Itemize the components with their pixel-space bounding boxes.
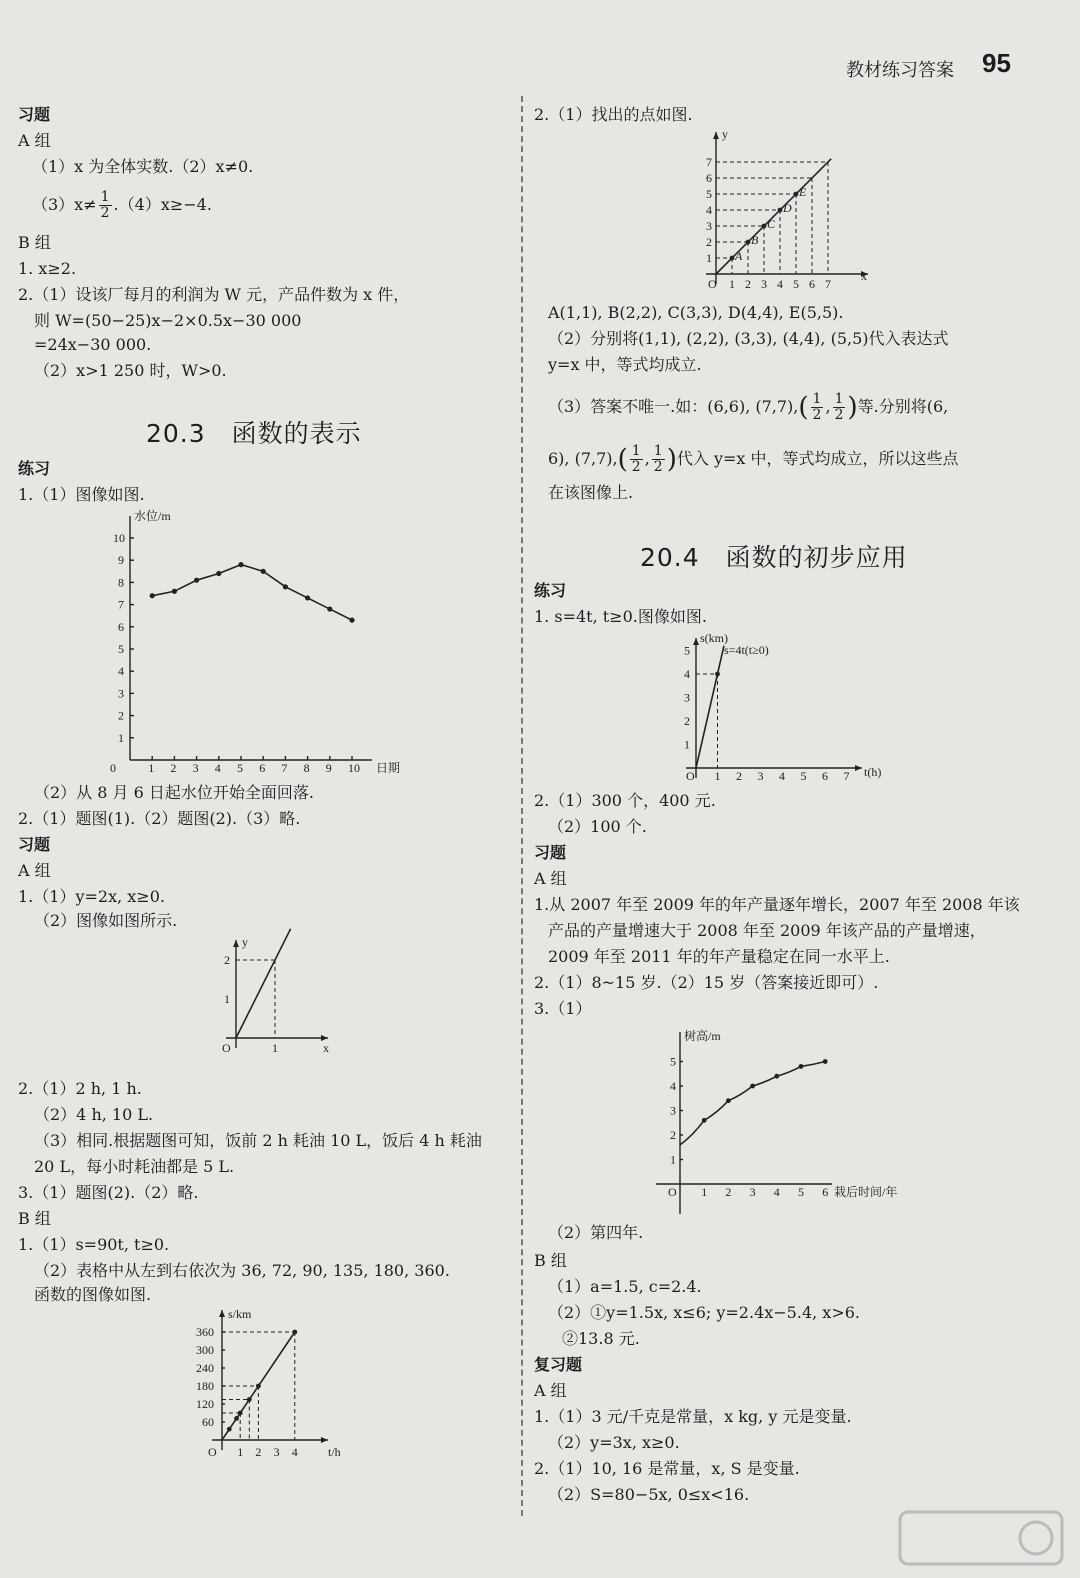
y-tick-label: 8 [118,575,124,590]
answer-line: 2009 年至 2011 年的年产量稳定在同一水平上. [548,947,890,966]
text: 等.分别将(6, [857,397,949,416]
distance-time-chart [178,1306,358,1466]
answer-line: 则 W=(50−25)x−2×0.5x−30 000 [34,311,302,330]
data-point [726,1098,731,1103]
header-label: 教材练习答案 [846,60,954,81]
y-axis-label: s(km) [700,631,728,645]
series-line [152,565,352,621]
answer-line: 3.（1） [534,999,592,1018]
answer-line: （2）100 个. [548,817,647,836]
water-level-chart [110,508,430,778]
data-point [292,1330,297,1335]
answer-line: （2）表格中从左到右依次为 36, 72, 90, 135, 180, 360. [34,1261,450,1280]
data-point [227,1427,232,1432]
x-tick-label: 6 [822,769,828,783]
x-tick-label: 2 [736,769,742,783]
fraction [652,444,665,475]
paren: ( [617,444,628,475]
fraction [630,444,643,475]
data-point [256,1384,261,1389]
answer-line: 20 L，每小时耗油都是 5 L. [34,1157,235,1176]
answer-line: （2）4 h, 10 L. [34,1105,154,1124]
series-curve [680,1062,825,1145]
y-equals-x-points-chart [690,126,880,296]
data-point [283,584,288,589]
section-title-20-3: 20.3 函数的表示 [146,419,362,448]
answer-line: 3.（1）题图(2).（2）略. [18,1183,199,1202]
x-tick-label: 3 [749,1185,756,1199]
answer-line: 2.（1）找出的点如图. [534,105,693,124]
paren: ( [798,392,809,423]
y-tick-label: 7 [118,597,124,612]
x-tick-label: 5 [800,769,807,783]
answer-line: 函数的图像如图. [34,1285,152,1304]
group-b: B 组 [18,233,51,252]
x-tick-label: 1 [714,769,721,783]
y-equals-2x-chart [192,934,342,1074]
heading-practice: 练习 [534,581,567,600]
answer-line: （2）y=3x, x≥0. [548,1433,680,1452]
data-point [794,192,799,197]
origin-label: O [708,277,717,291]
fraction [811,392,824,423]
y-axis-label: s/km [228,1307,252,1321]
y-tick-label: 10 [113,531,125,545]
c5-x-arrow [855,765,862,771]
y-tick-label: 240 [196,1361,214,1375]
x-tick-label: 3 [273,1445,280,1459]
answer-line: （3）相同.根据题图可知，饭前 2 h 耗油 10 L，饭后 4 h 耗油 [34,1131,482,1150]
x-tick-label: 3 [761,277,767,291]
x-tick-label: 9 [325,761,332,775]
answer-line: 1.（1）图像如图. [18,485,145,504]
answer-line: （1）a=1.5, c=2.4. [548,1277,702,1296]
data-point [746,240,751,245]
x-tick-label: 4 [214,761,221,775]
x-tick-label: 2 [725,1185,732,1199]
x-tick-label: 1 [272,1041,278,1055]
text: （3）x≠ [32,195,97,214]
x-tick-label: 5 [793,277,799,291]
y-tick-label: 2 [118,708,124,723]
data-point [150,593,155,598]
x-axis-label: 日期 [376,761,401,775]
y-axis-label: y [722,127,728,141]
answer-line: （2）分别将(1,1), (2,2), (3,3), (4,4), (5,5)代入表达式 [548,329,949,348]
y-tick-label: 5 [684,643,690,658]
data-point [778,208,783,213]
y-tick-label: 60 [202,1415,214,1429]
tree-height-chart [648,1024,908,1214]
paren: ) [847,392,858,423]
answer-line [32,190,212,221]
x-tick-label: 3 [757,769,764,783]
answer-line: 2.（1）10, 16 是常量，x, S 是变量. [534,1459,800,1478]
answer-line: （3）答案不唯一.如：(6,6), (7,7),( $\frac{1}{2}$ , $\frac{1}{2}$ )等.分别将(6, [548,391,949,423]
heading-exercises: 习题 [534,843,567,862]
x-axis-label: t(h) [864,765,882,779]
x-tick-label: 6 [259,761,266,775]
y-tick-label: 180 [196,1379,214,1393]
y-tick-label: 5 [118,642,124,656]
y-tick-label: 4 [118,664,124,679]
answer-line: 2.（1）设该厂每月的利润为 W 元，产品件数为 x 件， [18,285,410,304]
answer-line: 在该图像上. [548,483,634,502]
origin-label: O [686,769,695,783]
denominator: 2 [834,407,844,423]
x-tick-label: 4 [777,277,783,291]
c3-x-arrow [321,1437,328,1443]
data-point [774,1074,779,1079]
x-tick-label: 7 [825,277,831,291]
group-a: A 组 [18,861,51,880]
x-axis-label: x [861,269,867,283]
y-tick-label: 3 [118,686,124,701]
c2-y-arrow [233,940,239,947]
y-tick-label: 300 [196,1343,214,1357]
answer-line: （2）第四年. [548,1223,644,1242]
origin-label: O [208,1445,217,1459]
x-tick-label: 1 [729,277,735,291]
x-axis-label: 栽后时间/年 [834,1185,898,1199]
x-tick-label: 2 [255,1445,262,1459]
point-label: E [799,185,807,199]
series-annotation: s=4t(t≥0) [724,643,769,657]
series-line [696,646,724,768]
denominator: 2 [100,205,110,221]
x-tick-label: 8 [303,761,310,775]
x-tick-label: 6 [822,1185,829,1199]
y-tick-label: 2 [706,235,712,249]
answer-line: （2）①y=1.5x, x≤6; y=2.4x−5.4, x>6. [548,1303,860,1322]
fraction [833,392,846,423]
text: 代入 y=x 中，等式均成立，所以这些点 [676,449,959,468]
text: .（4）x≥−4. [113,195,212,214]
c5-y-arrow [693,638,699,645]
y-tick-label: 6 [118,619,124,634]
answer-line: （2）从 8 月 6 日起水位开始全面回落. [34,783,314,802]
y-tick-label: 4 [706,203,712,217]
answer-line: ②13.8 元. [562,1329,640,1348]
y-tick-label: 1 [684,737,690,752]
y-axis-label: y [242,935,248,949]
y-tick-label: 5 [706,187,712,201]
data-point [234,1416,239,1421]
numerator: 1 [653,443,663,459]
group-a: A 组 [534,1381,567,1400]
data-point [327,606,332,611]
data-point [216,571,221,576]
y-tick-label: 3 [670,1103,676,1118]
paren: ) [666,444,677,475]
data-point [238,562,243,567]
group-a: A 组 [534,869,567,888]
point-label: B [751,233,759,247]
y-axis-label: 树高/m [684,1029,721,1043]
numerator: 1 [812,391,822,407]
data-point [305,595,310,600]
group-a: A 组 [18,131,51,150]
heading-practice: 练习 [18,459,51,478]
origin-label: O [668,1185,677,1199]
answer-line: A(1,1), B(2,2), C(3,3), D(4,4), E(5,5). [548,303,844,322]
y-tick-label: 120 [196,1397,214,1411]
heading-exercises: 习题 [18,105,51,124]
data-point [823,1059,828,1064]
x-axis-label: x [323,1041,329,1055]
answer-line: y=x 中，等式均成立. [548,355,702,374]
group-b: B 组 [534,1251,567,1270]
fraction [99,190,112,221]
data-point [349,618,354,623]
x-tick-label: 3 [192,761,199,775]
origin-label: O [222,1041,231,1055]
y-tick-label: 7 [706,155,712,169]
y-tick-label: 4 [670,1079,676,1093]
x-tick-label: 5 [798,1185,804,1199]
y-tick-label: 1 [670,1152,676,1167]
y-tick-label: 5 [670,1054,676,1069]
answer-line: 产品的产量增速大于 2008 年至 2009 年该产品的产量增速， [548,921,986,940]
x-tick-label: 4 [779,769,785,783]
x-tick-label: 4 [291,1445,298,1459]
s-equals-4t-chart [680,630,882,783]
x-tick-label: 6 [809,277,815,291]
y-tick-label: 2 [684,714,690,728]
numerator: 1 [834,391,844,407]
answer-line: 1. s=4t, t≥0.图像如图. [534,607,707,626]
answer-line: （2）S=80−5x, 0≤x<16. [548,1485,750,1504]
answer-line: =24x−30 000. [34,335,152,354]
data-point [750,1084,755,1089]
y-tick-label: 3 [684,690,690,705]
c3-y-arrow [219,1310,225,1317]
data-point [730,256,735,261]
numerator: 1 [100,189,110,205]
x-tick-label: 1 [237,1445,244,1459]
section-title-20-4: 20.4 函数的初步应用 [640,543,908,572]
data-point [702,1118,707,1123]
y-tick-label: 2 [670,1128,676,1142]
answer-line: 2.（1）题图(1).（2）题图(2).（3）略. [18,809,301,828]
text: （3）答案不唯一.如：(6,6), (7,7), [548,397,799,416]
x-axis-label: t/h [328,1445,341,1459]
column-divider [521,96,523,1516]
data-point [172,589,177,594]
origin-label: 0 [110,761,116,775]
answer-line: 2.（1）8~15 岁.（2）15 岁（答案接近即可）. [534,973,879,992]
x-tick-label: 2 [745,277,751,291]
point-label: D [783,201,792,215]
point-label: C [767,217,776,231]
answer-line: 1.（1）y=2x, x≥0. [18,887,165,906]
point-label: A [735,249,743,263]
x-tick-label: 10 [348,761,360,775]
y-tick-label: 360 [196,1325,214,1339]
data-point [799,1064,804,1069]
answer-line: （2）x>1 250 时，W>0. [34,361,227,380]
x-tick-label: 5 [237,761,243,775]
y-tick-label: 1 [224,992,230,1006]
denominator: 2 [653,459,663,475]
data-point [762,224,767,229]
answer-line: 2.（1）2 h, 1 h. [18,1079,142,1098]
y-tick-label: 2 [224,953,230,967]
answer-line: 6), (7,7),( $\frac{1}{2}$ , $\frac{1}{2}$ )代入 y=x 中，等式均成立，所以这些点 [548,443,959,475]
heading-review: 复习题 [534,1355,583,1374]
text: 6), (7,7), [548,449,618,468]
y-tick-label: 6 [706,171,712,185]
data-point [261,569,266,574]
denominator: 2 [812,407,822,423]
x-tick-label: 2 [170,761,177,775]
answer-line: 1.（1）s=90t, t≥0. [18,1235,170,1254]
x-tick-label: 4 [773,1185,780,1199]
page-number: 95 [982,48,1011,78]
denominator: 2 [631,459,641,475]
answer-line: 1. x≥2. [18,259,77,278]
y-tick-label: 4 [684,667,690,681]
answer-line: 1.从 2007 年至 2009 年的年产量逐年增长，2007 年至 2008 年该 [534,895,1020,914]
answer-line: 1.（1）3 元/千克是常量，x kg, y 元是变量. [534,1407,852,1426]
heading-exercises: 习题 [18,835,51,854]
data-point [238,1411,243,1416]
y-tick-label: 1 [706,251,712,265]
watermark-logo [896,1508,1066,1568]
y-tick-label: 1 [118,730,124,745]
group-b: B 组 [18,1209,51,1228]
y-tick-label: 9 [118,553,124,568]
c4-y-arrow [713,132,719,139]
answer-line: （1）x 为全体实数.（2）x≠0. [32,157,254,176]
y-tick-label: 3 [706,219,712,233]
x-tick-label: 7 [843,769,850,783]
data-point [194,578,199,583]
answer-line: （2）图像如图所示. [34,911,178,930]
x-tick-label: 1 [701,1185,708,1199]
numerator: 1 [631,443,641,459]
x-tick-label: 1 [148,761,155,775]
y-axis-label: 水位/m [134,509,171,523]
x-tick-label: 7 [281,761,288,775]
data-point [247,1397,252,1402]
answer-line: 2.（1）300 个，400 元. [534,791,716,810]
